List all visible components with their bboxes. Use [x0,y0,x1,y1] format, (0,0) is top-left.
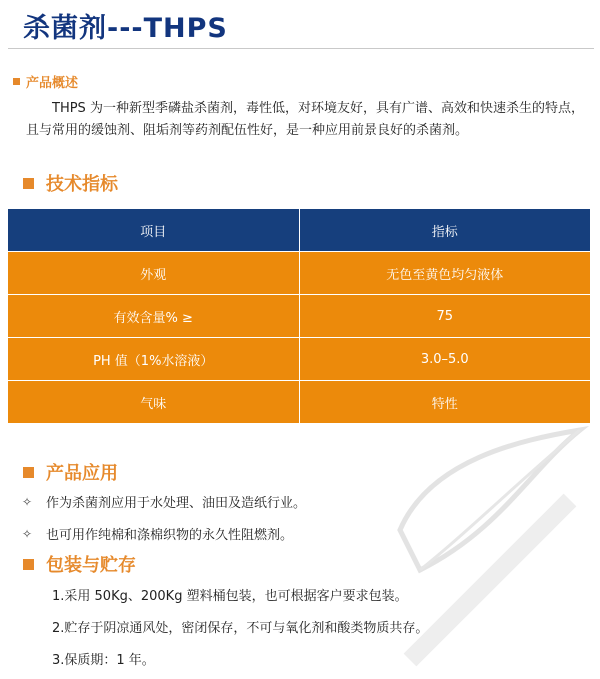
diamond-star-icon: ✧ [22,494,33,509]
list-item: 1.采用 50Kg、200Kg 塑料桶包装，也可根据客户要求包装。 [52,589,408,604]
list-item-text: 作为杀菌剂应用于水处理、油田及造纸行业。 [46,496,307,511]
overview-heading-label: 产品概述 [26,76,79,91]
list-item-text: 也可用作纯棉和涤棉织物的永久性阻燃剂。 [46,528,294,543]
list-item: 3.保质期：1 年。 [52,653,155,668]
list-item [22,524,293,543]
table-header-row [8,209,591,252]
diamond-star-icon: ✧ [22,526,33,541]
overview-heading [13,72,78,91]
column-header: 项目 [8,209,300,252]
overview-text: THPS 为一种新型季磷盐杀菌剂，毒性低，对环境友好，具有广谱、高效和快速杀生的特点，且与常用的缓蚀剂、阻垢剂等药剂配伍性好，是一种应用前景良好的杀菌剂。 [26,101,584,138]
table-cell: 无色至黄色均匀液体 [299,252,591,295]
table-cell: 特性 [299,381,591,424]
specs-heading [23,170,118,196]
application-heading-label: 产品应用 [46,463,118,484]
table-row [8,338,591,381]
page-title: 杀菌剂---THPS [23,13,228,44]
table-cell: 3.0–5.0 [299,338,591,381]
column-header: 指标 [299,209,591,252]
orange-square-icon [23,178,34,189]
table-row [8,381,591,424]
list-item [22,492,306,511]
table-cell: 有效含量% ≥ [8,295,300,338]
table-cell: 75 [299,295,591,338]
table-cell: 气味 [8,381,300,424]
orange-square-icon [13,78,20,85]
table-cell: 外观 [8,252,300,295]
table-row [8,295,591,338]
orange-square-icon [23,559,34,570]
packaging-heading-label: 包装与贮存 [46,555,136,576]
packaging-heading [23,551,136,577]
table-row [8,252,591,295]
table-cell: PH 值（1%水溶液） [8,338,300,381]
title-divider [8,48,594,49]
specs-table [7,208,591,424]
specs-heading-label: 技术指标 [46,174,118,195]
application-heading [23,459,118,485]
list-item: 2.贮存于阴凉通风处，密闭保存，不可与氧化剂和酸类物质共存。 [52,621,429,636]
orange-square-icon [23,467,34,478]
